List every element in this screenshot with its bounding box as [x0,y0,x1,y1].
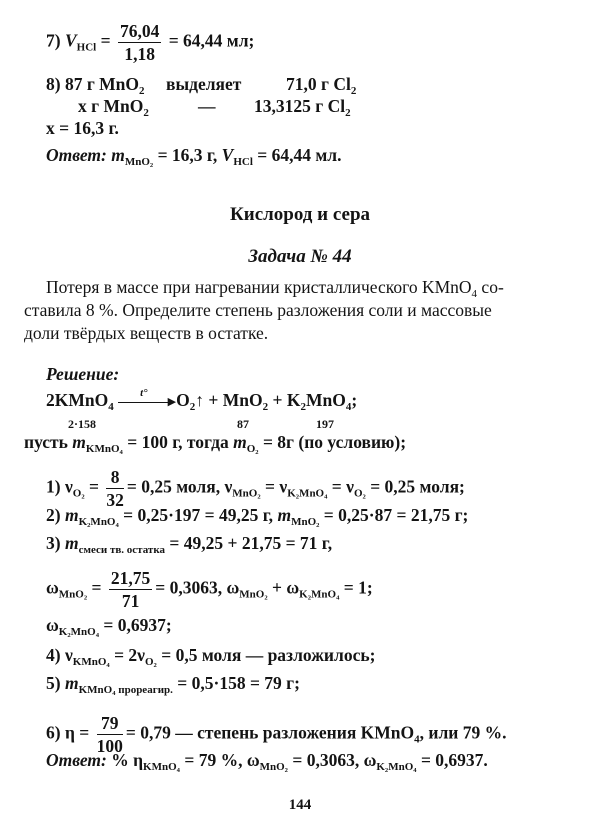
symbol: + [272,390,283,410]
reactant: 2KMnO [46,390,109,410]
step-number: 6) [46,722,61,743]
subscript: K₂MnO₄ [78,516,119,528]
variable: m [233,432,247,452]
text: пусть [24,432,68,452]
step-8-verb: выделяет [166,74,242,94]
step-number: 3) [46,533,61,553]
product: MnO [222,390,263,410]
symbol: ; [351,390,358,410]
fraction [109,567,152,612]
subscript: 4 [414,733,420,746]
right-term: 71,0 г Cl [286,74,351,94]
step-number: 7) [46,30,61,51]
reaction-equation [46,386,358,413]
variable: ω [226,577,240,598]
text: = 2ν [109,645,145,665]
subscript: HCl [76,41,97,54]
step-number: 5) [46,673,61,693]
problem-line-1 [46,277,504,300]
subscript: 2 [350,85,357,97]
numerator: 8 [106,466,124,489]
variable: m [64,505,79,525]
subscript: смеси тв. остатка [78,544,165,556]
step-8-right2 [254,96,351,119]
problem-line-3: доли твёрдых веществ в остатке. [24,323,269,343]
step-number: 1) [46,476,61,497]
page-number: 144 [288,797,312,813]
section-title: Кислород и сера [229,204,371,225]
step-1: 1) $\nu_{O_2}$ = $\frac{8}{32}$ = 0,25 моля, $\nu_{MnO_2} = \nu_{K_2MnO_4} = \nu_{O_2} = 0,25$ моля; [46,467,465,510]
problem-line-2: ставила 8 %. Определите степень разложения соли и массовые [24,300,492,320]
subscript: O₂ [353,487,366,500]
product: O [176,390,190,410]
variable: m [111,145,125,165]
text: = 0,25 моля; [365,476,465,497]
subscript: K₂MnO₄ [376,761,417,773]
subscript: MnO₂ [259,761,288,773]
denominator: 100 [96,736,123,756]
molar-mass-reactant: 2·158 [68,417,97,431]
subscript: MnO₂ [232,487,261,500]
value: = 64,44 мл. [257,145,342,165]
subscript: HCl [233,156,253,168]
subscript: KMnO₄ прореагир. [78,684,173,696]
subscript: KMnO₄ [72,656,110,668]
reaction-arrow-icon: ▶ t° [118,397,176,407]
variable: ν [64,476,73,497]
text: = 49,25 + 21,75 = 71 г, [165,533,333,553]
step-8-row1 [46,74,145,97]
variable: η = [64,722,90,743]
subscript: O₂ [246,443,259,455]
subscript: O₂ [145,656,157,668]
text: = 1; [339,577,373,598]
step-7-line [46,20,254,65]
text: = 0,3063, ω [287,750,377,770]
step-4 [46,645,376,668]
prev-answer [46,145,342,168]
text: = 0,6937; [99,615,172,635]
subscript: 2 [300,401,306,413]
step-8-dash: — [198,96,216,116]
subscript: 4 [108,401,114,413]
text: = 0,25·197 = 49,25 г, [118,505,278,525]
left-term: x г MnO [78,96,144,116]
text: = 0,5·158 = 79 г; [172,673,300,693]
subscript: MnO₂ [239,588,268,601]
variable: m [64,673,79,693]
subscript: 2 [345,107,351,119]
numerator: 76,04 [119,21,160,41]
molar-mass-mno2: 87 [237,417,249,431]
subscript: K₂MnO₄ [58,626,100,638]
text: = 0,3063, [155,577,223,598]
text: = 79 %, ω [179,750,260,770]
result: = 64,44 мл; [168,30,255,51]
subscript: 4 [471,288,478,300]
text: = 0,25 моля, ν [126,476,233,497]
symbol: ↑ + [195,390,219,410]
variable: ω [46,615,59,635]
numerator: 79 [97,712,123,735]
answer-label: Ответ: [46,750,107,770]
step-2 [46,505,469,528]
subscript: 4 [345,401,352,413]
variable: ν [64,645,73,665]
text: со- [477,277,504,297]
variable: m [72,432,86,452]
text: % η [106,750,144,770]
fraction [118,20,161,65]
text: = ν [260,476,288,497]
text: = 0,25·87 = 21,75 г; [319,505,469,525]
task-title: Задача № 44 [248,246,352,267]
subscript: MnO₂ [291,516,320,528]
numerator: 21,75 [110,568,151,588]
answer-label: Ответ: [46,145,107,165]
subscript: 2 [143,107,149,119]
variable: m [64,533,79,553]
equals: = [100,30,111,51]
given-line [24,432,407,455]
arrow-label: t° [140,386,148,399]
text: = 100 г, тогда [127,432,229,452]
denominator: 32 [106,490,124,510]
step-8-row2 [78,96,149,119]
step-8-right1 [286,74,357,97]
subscript: 2 [139,85,145,97]
subscript: K₂MnO₄ [287,487,328,500]
omega-line-2 [46,615,172,638]
denominator: 1,18 [124,44,155,64]
variable: V [64,30,77,51]
step-3 [46,533,333,556]
text: + ω [267,577,300,598]
text: , или 79 %. [419,722,507,743]
product: MnO [305,390,346,410]
subscript: MnO₂ [124,156,154,168]
variable: m [277,505,292,525]
final-answer [46,750,488,773]
text: = 0,6937. [416,750,488,770]
step-number: 4) [46,645,61,665]
step-5 [46,673,300,696]
text: = 8г (по условию); [262,432,407,452]
text: = 0,79 — степень разложения KMnO [125,722,415,743]
subscript: O₂ [72,487,85,500]
subscript: KMnO₄ [143,761,180,773]
text: = 0,5 моля — разложилось; [156,645,376,665]
step-number: 2) [46,505,61,525]
left-term: 87 г MnO [64,74,140,94]
subscript: MnO₂ [58,588,88,601]
step-number: 8) [46,74,61,94]
subscript: 2 [262,401,269,413]
variable: V [221,145,234,165]
step-8-result: x = 16,3 г. [46,118,119,138]
product: K [286,390,301,410]
right-term: 13,3125 г Cl [254,96,346,116]
subscript: KMnO₄ [85,443,123,455]
omega-line-1: $\omega_{MnO_2}$ = $\frac{21,75}{71}$ = 0,3063, $\omega_{MnO_2} + \omega_{K_2MnO_4} = 1$; [46,568,373,611]
subscript: K₂MnO₄ [299,588,340,601]
text: Потеря в массе при нагревании кристаллического KMnO [46,277,472,297]
solution-label: Решение: [46,364,120,384]
value: = 16,3 г, [157,145,218,165]
denominator: 71 [121,591,140,611]
variable: ω [46,577,59,598]
molar-mass-k2mno4: 197 [316,417,334,431]
text: = ν [327,476,354,497]
subscript: 2 [189,401,196,413]
